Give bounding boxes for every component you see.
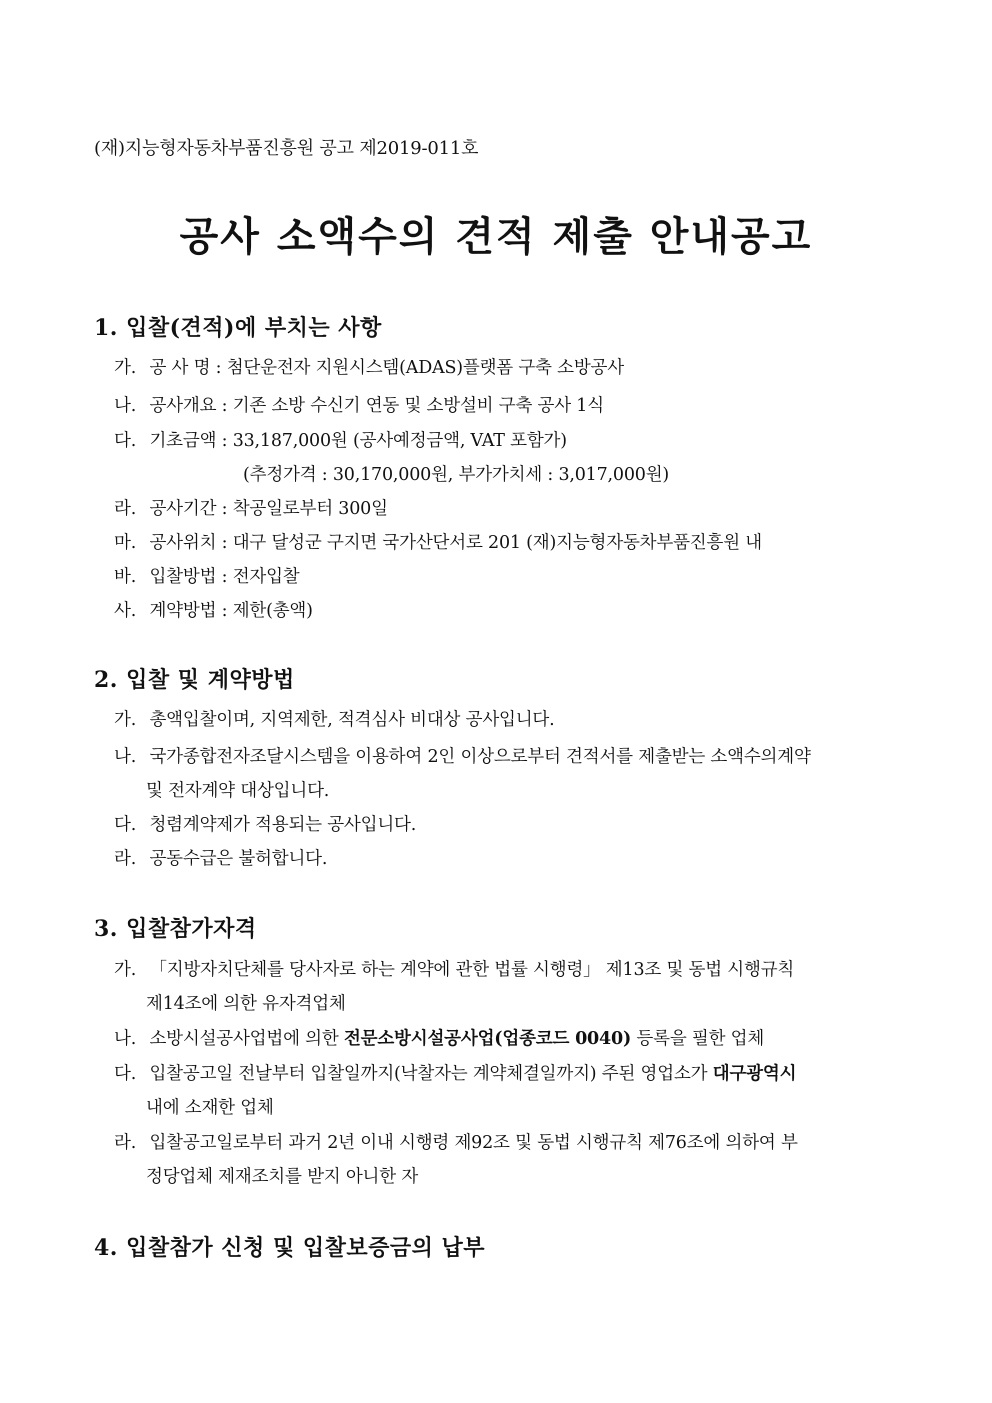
item-text: 기초금액 : 33,187,000원 (공사예정금액, VAT 포함가): [149, 431, 567, 451]
item-label: 사.: [114, 601, 137, 621]
item-text: 공동수급은 불허합니다.: [149, 849, 328, 869]
item-text-pre: 입찰공고일 전날부터 입찰일까지(낙찰자는 계약체결일까지) 주된 영업소가: [149, 1064, 713, 1084]
section-1-item: [114, 563, 904, 588]
item-label: 라.: [114, 849, 137, 869]
section-1-item-continuation: (추정가격 : 30,170,000원, 부가가치세 : 3,017,000원): [243, 465, 670, 485]
item-text-bold: 대구광역시: [712, 1064, 797, 1084]
section-3-item: [114, 1060, 904, 1085]
item-text: 공사기간 : 착공일로부터 300일: [149, 499, 388, 519]
section-1-item: [114, 354, 904, 379]
item-text-pre: 소방시설공사업법에 의한: [149, 1029, 344, 1049]
section-3-item-continuation: 정당업체 제재조치를 받지 아니한 자: [146, 1167, 419, 1187]
section-2-item: [114, 811, 904, 836]
item-text: 공사개요 : 기존 소방 수신기 연동 및 소방설비 구축 공사 1식: [149, 396, 604, 416]
section-4-heading: 4. 입찰참가 신청 및 입찰보증금의 납부: [94, 1235, 486, 1261]
item-text: 「지방자치단체를 당사자로 하는 계약에 관한 법률 시행령」 제13조 및 동법 시행규칙: [149, 960, 795, 980]
section-3-item-continuation: 내에 소재한 업체: [146, 1098, 274, 1118]
section-2-item: [114, 706, 904, 731]
item-label: 가.: [114, 710, 137, 730]
notice-number: (재)지능형자동차부품진흥원 공고 제2019-011호: [94, 138, 479, 159]
item-text: 입찰공고일로부터 과거 2년 이내 시행령 제92조 및 동법 시행규칙 제76조에 의하여 부: [149, 1133, 798, 1153]
section-3-item-continuation: 제14조에 의한 유자격업체: [146, 994, 346, 1014]
item-label: 다.: [114, 431, 137, 451]
item-label: 나.: [114, 747, 137, 767]
document-title: 공사 소액수의 견적 제출 안내공고: [179, 214, 813, 260]
section-2-heading: 2. 입찰 및 계약방법: [94, 667, 295, 693]
item-text: 공사위치 : 대구 달성군 구지면 국가산단서로 201 (재)지능형자동차부품진흥원 내: [149, 533, 762, 553]
section-1-item: [114, 427, 904, 452]
item-label: 마.: [114, 533, 137, 553]
item-text: 총액입찰이며, 지역제한, 적격심사 비대상 공사입니다.: [149, 710, 555, 730]
item-text: 계약방법 : 제한(총액): [149, 601, 313, 621]
section-1-item: [114, 529, 904, 554]
section-2-item: [114, 743, 904, 768]
section-3-item: [114, 956, 904, 981]
section-1-heading: 1. 입찰(견적)에 부치는 사항: [94, 315, 382, 341]
section-1-item: [114, 392, 904, 417]
item-text-bold: 전문소방시설공사업(업종코드 0040): [343, 1029, 632, 1049]
section-3-heading: 3. 입찰참가자격: [94, 916, 257, 942]
item-text: 공 사 명 : 첨단운전자 지원시스템(ADAS)플랫폼 구축 소방공사: [149, 358, 624, 378]
item-label: 라.: [114, 1133, 137, 1153]
item-label: 다.: [114, 815, 137, 835]
item-label: 가.: [114, 960, 137, 980]
section-2-item-continuation: 및 전자계약 대상입니다.: [146, 781, 330, 801]
item-text: 청렴계약제가 적용되는 공사입니다.: [149, 815, 417, 835]
item-label: 나.: [114, 396, 137, 416]
item-label: 라.: [114, 499, 137, 519]
item-label: 가.: [114, 358, 137, 378]
item-label: 바.: [114, 567, 137, 587]
section-1-item: [114, 495, 904, 520]
item-label: 다.: [114, 1064, 137, 1084]
section-2-item: [114, 845, 904, 870]
item-text-post: 등록을 필한 업체: [631, 1029, 765, 1049]
item-text: 국가종합전자조달시스템을 이용하여 2인 이상으로부터 견적서를 제출받는 소액수의계약: [149, 747, 811, 767]
item-label: 나.: [114, 1029, 137, 1049]
section-1-item: [114, 597, 904, 622]
section-3-item: [114, 1025, 904, 1050]
item-text: 입찰방법 : 전자입찰: [149, 567, 300, 587]
section-3-item: [114, 1129, 904, 1154]
